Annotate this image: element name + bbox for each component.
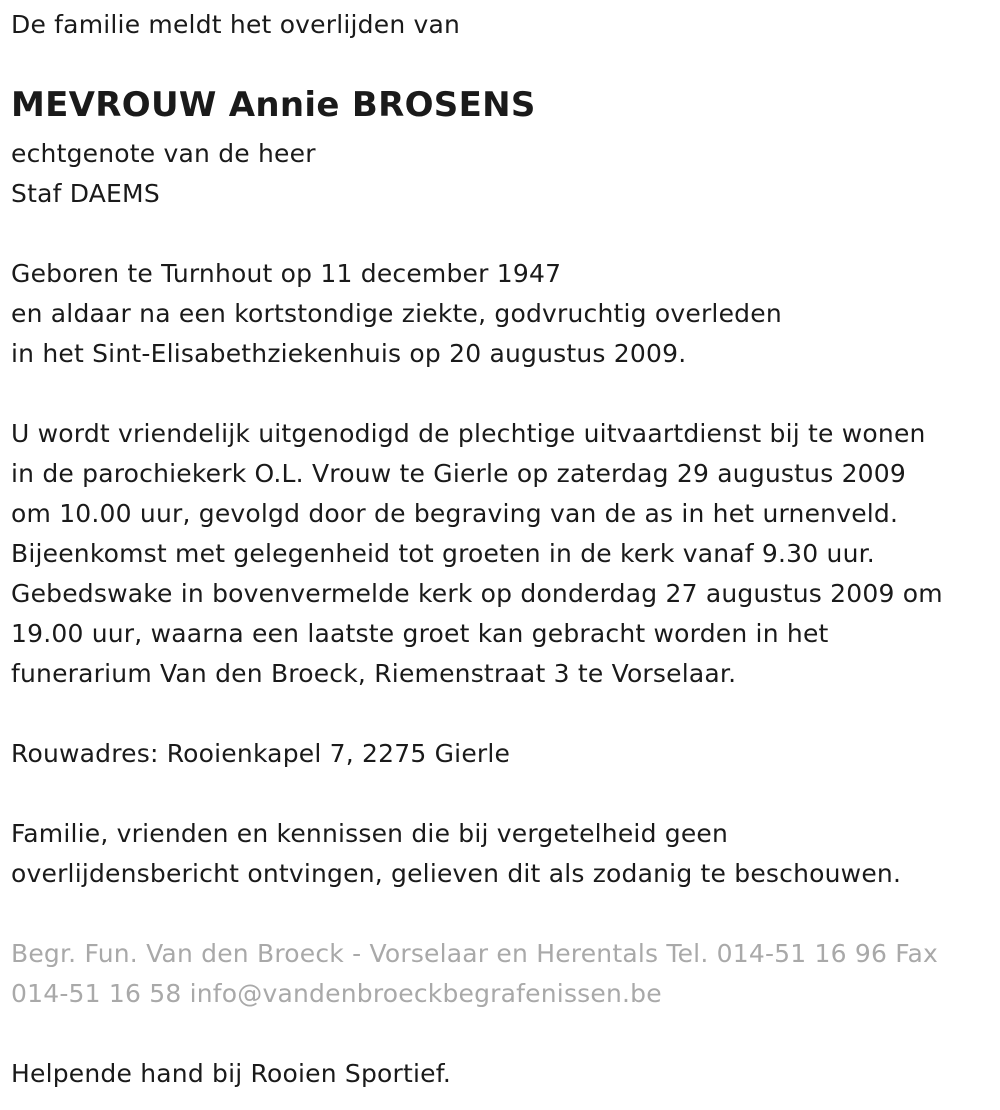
- service-line: Gebedswake in bovenvermelde kerk op donderdag 27 augustus 2009 om: [11, 579, 943, 608]
- service-line: 19.00 uur, waarna een laatste groet kan gebracht worden in het: [11, 619, 829, 648]
- birth-death-line: en aldaar na een kortstondige ziekte, godvruchtig overleden: [11, 299, 782, 328]
- notice-line: Familie, vrienden en kennissen die bij vergetelheid geen: [11, 819, 729, 848]
- funeral-home-line: Begr. Fun. Van den Broeck - Vorselaar en Herentals Tel. 014-51 16 96 Fax: [11, 939, 939, 968]
- notice-line: overlijdensbericht ontvingen, gelieven dit als zodanig te beschouwen.: [11, 859, 902, 888]
- intro-text: De familie meldt het overlijden van: [11, 10, 461, 39]
- closing-text: Helpende hand bij Rooien Sportief.: [11, 1059, 452, 1088]
- service-line: funerarium Van den Broeck, Riemenstraat 3 te Vorselaar.: [11, 659, 737, 688]
- deceased-name: MEVROUW Annie BROSENS: [11, 85, 536, 125]
- service-line: Bijeenkomst met gelegenheid tot groeten in de kerk vanaf 9.30 uur.: [11, 539, 875, 568]
- service-line: in de parochiekerk O.L. Vrouw te Gierle op zaterdag 29 augustus 2009: [11, 459, 906, 488]
- birth-death-line: Geboren te Turnhout op 11 december 1947: [11, 259, 562, 288]
- spouse-name: Staf DAEMS: [11, 179, 160, 208]
- service-line: U wordt vriendelijk uitgenodigd de plechtige uitvaartdienst bij te wonen: [11, 419, 926, 448]
- relation-text: echtgenote van de heer: [11, 139, 316, 168]
- service-line: om 10.00 uur, gevolgd door de begraving van de as in het urnenveld.: [11, 499, 899, 528]
- funeral-home-line: 014-51 16 58 info@vandenbroeckbegrafenissen.be: [11, 979, 662, 1008]
- mourning-address: Rouwadres: Rooienkapel 7, 2275 Gierle: [11, 739, 511, 768]
- birth-death-line: in het Sint-Elisabethziekenhuis op 20 augustus 2009.: [11, 339, 687, 368]
